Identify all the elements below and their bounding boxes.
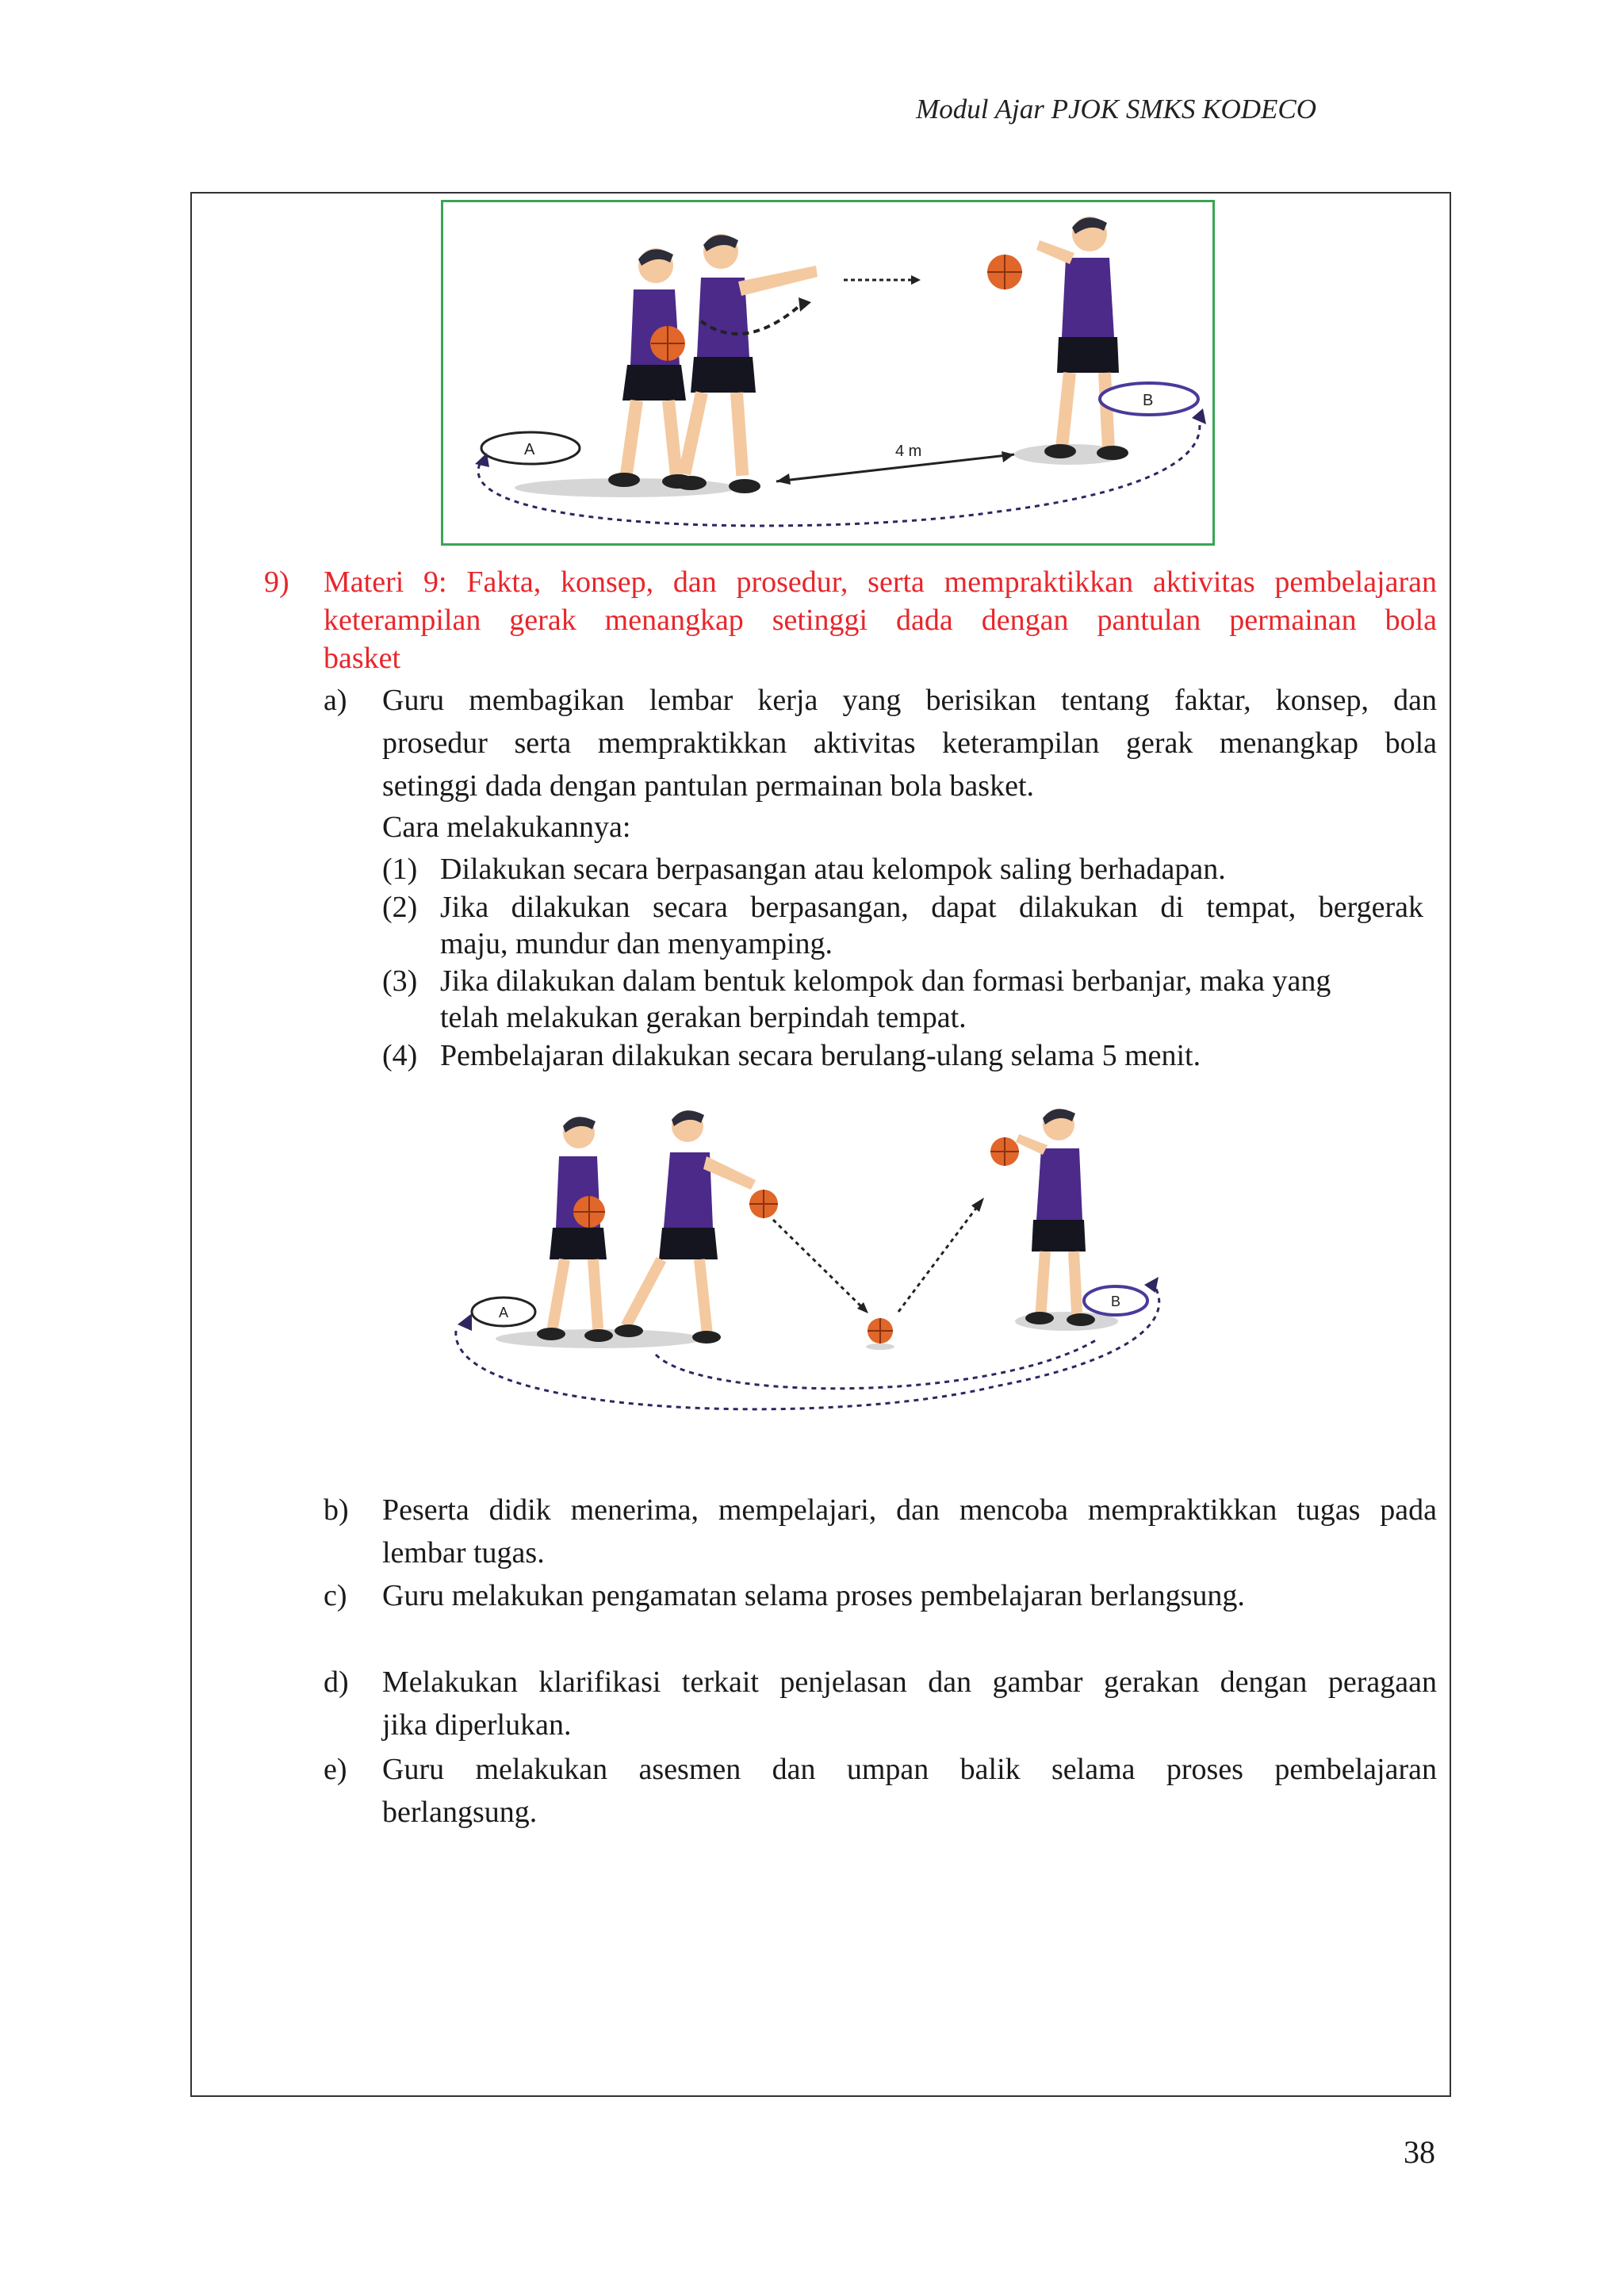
page-number: 38 (1404, 2134, 1435, 2170)
position-a-label: A (499, 1305, 509, 1320)
figure-bounce-pass (440, 1101, 1185, 1450)
item-label: d) (324, 1665, 349, 1699)
player-one-figure (608, 248, 694, 489)
step-text-line: Jika dilakukan secara berpasangan, dapat dilakukan di tempat, bergerak (440, 891, 1423, 924)
position-b-label: B (1143, 392, 1154, 409)
item-text-line: Guru membagikan lembar kerja yang berisikan tentang faktar, konsep, dan (382, 684, 1437, 717)
chest-pass-illustration (443, 202, 1212, 543)
position-b-label: B (1111, 1294, 1121, 1309)
item-text-line: Guru melakukan pengamatan selama proses pembelajaran berlangsung. (382, 1579, 1245, 1612)
step-text-line: Dilakukan secara berpasangan atau kelompok saling berhadapan. (440, 853, 1226, 886)
procedure-heading: Cara melakukannya: (382, 811, 631, 844)
section-title-line: Materi 9: Fakta, konsep, dan prosedur, serta mempraktikkan aktivitas pembelajaran (324, 565, 1437, 599)
player-one-figure (537, 1117, 613, 1342)
item-text-line: berlangsung. (382, 1796, 538, 1829)
section-title-line: keterampilan gerak menangkap setinggi dada dengan pantulan permainan bola (324, 604, 1437, 637)
section-number: 9) (264, 565, 289, 599)
item-text-line: Peserta didik menerima, mempelajari, dan mencoba mempraktikkan tugas pada (382, 1493, 1437, 1527)
item-text-line: setinggi dada dengan pantulan permainan bola basket. (382, 769, 1035, 803)
item-label: b) (324, 1493, 349, 1527)
step-number: (1) (382, 853, 418, 886)
step-text-line: Pembelajaran dilakukan secara berulang-ulang selama 5 menit. (440, 1039, 1201, 1072)
item-text-line: prosedur serta mempraktikkan aktivitas keterampilan gerak menangkap bola (382, 726, 1437, 760)
player-two-figure (615, 1110, 756, 1343)
step-number: (4) (382, 1039, 418, 1072)
item-text-line: Guru melakukan asesmen dan umpan balik selama proses pembelajaran (382, 1753, 1437, 1786)
step-number: (2) (382, 891, 418, 924)
item-label: c) (324, 1579, 347, 1612)
item-label: a) (324, 684, 347, 717)
section-title-line: basket (324, 642, 401, 675)
bounce-pass-illustration (440, 1101, 1185, 1450)
step-text-line: telah melakukan gerakan berpindah tempat. (440, 1001, 967, 1034)
item-label: e) (324, 1753, 347, 1786)
distance-label: 4 m (895, 443, 922, 460)
player-three-figure (1016, 1109, 1095, 1326)
step-number: (3) (382, 964, 418, 998)
step-text-line: Jika dilakukan dalam bentuk kelompok dan formasi berbanjar, maka yang (440, 964, 1331, 998)
player-two-figure (675, 234, 818, 493)
player-three-figure (1036, 217, 1128, 460)
position-a-label: A (524, 441, 535, 458)
step-text-line: maju, mundur dan menyamping. (440, 927, 833, 960)
figure-chest-pass (441, 200, 1215, 546)
item-text-line: Melakukan klarifikasi terkait penjelasan dan gambar gerakan dengan peragaan (382, 1665, 1437, 1699)
item-text-line: jika diperlukan. (382, 1708, 572, 1742)
document-header-title: Modul Ajar PJOK SMKS KODECO (916, 94, 1316, 125)
item-text-line: lembar tugas. (382, 1536, 545, 1570)
